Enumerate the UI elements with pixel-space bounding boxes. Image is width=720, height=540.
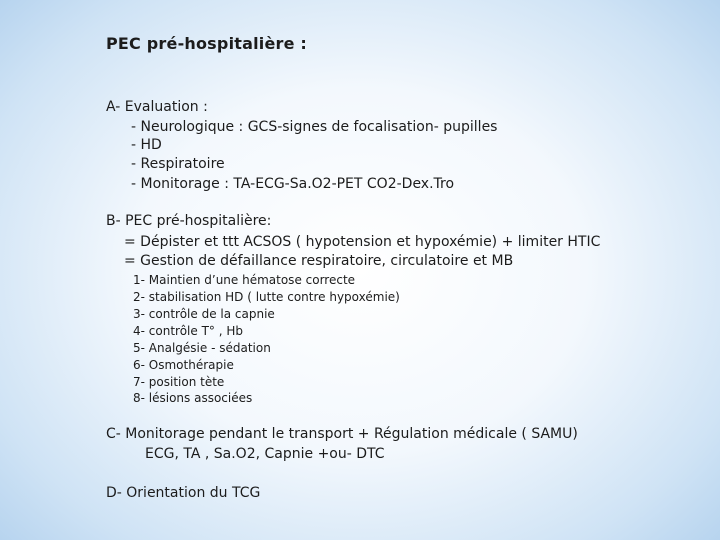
section-d-heading: D- Orientation du TCG	[106, 485, 261, 501]
section-b-line: = Dépister et ttt ACSOS ( hypotension et hypoxémie) + limiter HTIC	[124, 234, 601, 250]
numbered-item: 7- position tète	[133, 375, 225, 389]
section-b-line: = Gestion de défaillance respiratoire, circulatoire et MB	[124, 253, 514, 269]
section-a-item: - Respiratoire	[131, 156, 225, 172]
numbered-item: 8- lésions associées	[133, 391, 253, 405]
numbered-item: 2- stabilisation HD ( lutte contre hypoxémie)	[133, 290, 400, 304]
numbered-item: 6- Osmothérapie	[133, 358, 234, 372]
section-c-heading: C- Monitorage pendant le transport + Régulation médicale ( SAMU)	[106, 426, 578, 442]
section-a-item: - Neurologique : GCS-signes de focalisation- pupilles	[131, 119, 498, 135]
slide-title: PEC pré-hospitalière :	[106, 34, 308, 53]
numbered-item: 3- contrôle de la capnie	[133, 307, 275, 321]
section-c-detail: ECG, TA , Sa.O2, Capnie +ou- DTC	[145, 446, 385, 462]
section-a-item: - HD	[131, 137, 162, 153]
section-b-heading: B- PEC pré-hospitalière:	[106, 213, 272, 229]
numbered-item: 4- contrôle T° , Hb	[133, 324, 243, 338]
section-a-heading: A- Evaluation :	[106, 99, 208, 115]
numbered-item: 5- Analgésie - sédation	[133, 341, 271, 355]
section-a-item: - Monitorage : TA-ECG-Sa.O2-PET CO2-Dex.Tro	[131, 176, 455, 192]
numbered-item: 1- Maintien d’une hématose correcte	[133, 273, 356, 287]
